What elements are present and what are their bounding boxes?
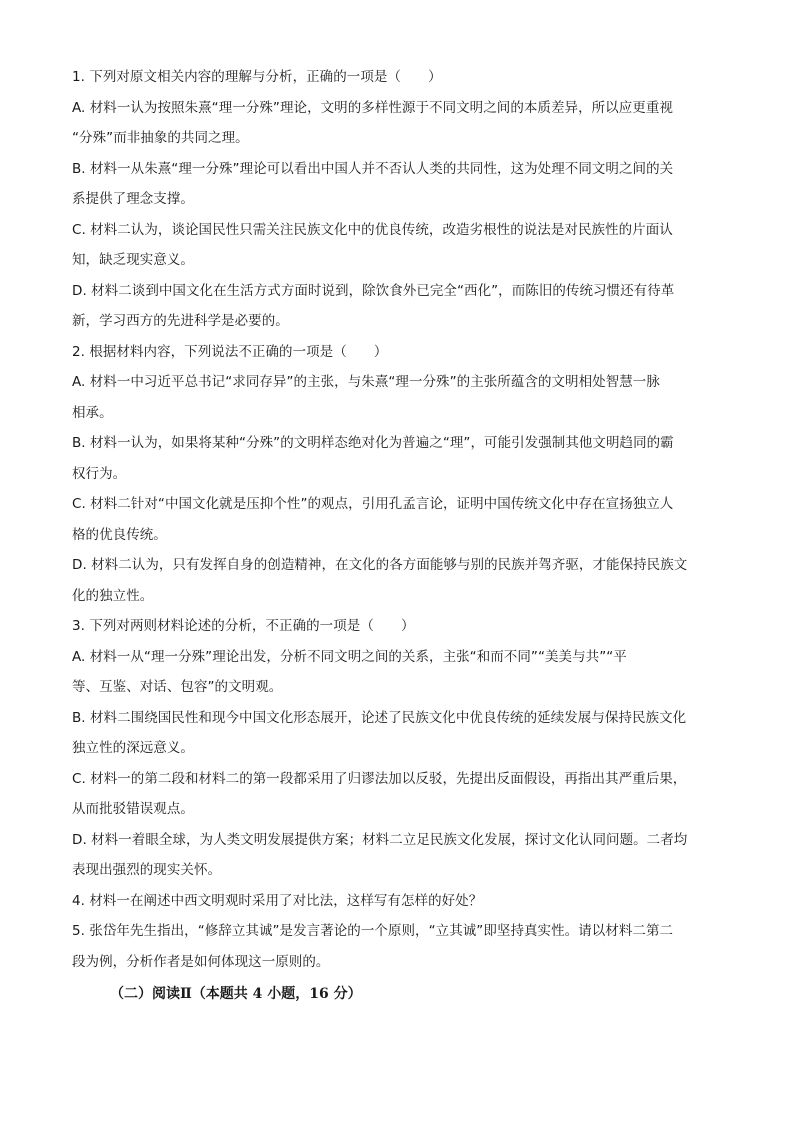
- q1-option-b: B. 材料一从朱熹“理一分殊”理论可以看出中国人并不否认人类的共同性，这为处理不同文明之间的关: [72, 160, 674, 177]
- q5-stem-cont: 段为例，分析作者是如何体现这一原则的。: [72, 953, 330, 970]
- q2-option-c-cont: 格的优良传统。: [72, 526, 167, 543]
- q2-option-c: C. 材料二针对“中国文化就是压抑个性”的观点，引用孔孟言论，证明中国传统文化中存在宣扬独立人: [72, 496, 674, 512]
- q3-option-c: C. 材料一的第二段和材料二的第一段都采用了归谬法加以反驳，先提出反面假设，再指出其严重后果，: [72, 770, 687, 787]
- q3-option-a-cont: 等、互鉴、对话、包容”的文明观。: [72, 679, 283, 695]
- q3-option-b-cont: 独立性的深远意义。: [72, 740, 194, 756]
- q5-stem: 5. 张岱年先生指出，“修辞立其诚”是发言著论的一个原则，“立其诚”即坚持真实性。请以材料二第二: [72, 923, 674, 939]
- q2-stem: 2. 根据材料内容，下列说法不正确的一项是（ ）: [72, 343, 388, 360]
- question-page: [72, 62, 724, 1009]
- q2-option-a-cont: 相承。: [72, 404, 113, 421]
- q4-stem: 4. 材料一在阐述中西文明观时采用了对比法，这样写有怎样的好处？: [72, 892, 483, 909]
- q3-option-d: D. 材料一着眼全球，为人类文明发展提供方案；材料二立足民族文化发展，探讨文化认同问题。二者均: [72, 831, 688, 848]
- q1-option-d: D. 材料二谈到中国文化在生活方式方面时说到，除饮食外已完全“西化”，而陈旧的传统习惯还有待革: [72, 282, 675, 299]
- q3-option-a: A. 材料一从“理一分殊”理论出发，分析不同文明之间的关系，主张“和而不同”“美美与共”“平: [72, 648, 627, 665]
- q2-option-b-cont: 权行为。: [72, 465, 127, 482]
- q2-option-d-cont: 化的独立性。: [72, 587, 154, 604]
- q1-option-c: C. 材料二认为，谈论国民性只需关注民族文化中的优良传统，改造劣根性的说法是对民族性的片面认: [72, 221, 673, 238]
- q1-option-d-cont: 新，学习西方的先进科学是必要的。: [72, 313, 289, 329]
- q1-option-c-cont: 知，缺乏现实意义。: [72, 252, 194, 268]
- q2-option-b: B. 材料一认为，如果将某种“分殊”的文明样态绝对化为普遍之“理”，可能引发强制其他文明趋同的霸: [72, 435, 674, 451]
- q3-option-b: B. 材料二围绕国民性和现今中国文化形态展开，论述了民族文化中优良传统的延续发展与保持民族文化: [72, 709, 687, 726]
- section-heading: （二）阅读Ⅱ（本题共 4 小题，16 分）: [110, 986, 362, 1002]
- q3-option-c-cont: 从而批驳错误观点。: [72, 801, 194, 817]
- q2-option-a: A. 材料一中习近平总书记“求同存异”的主张，与朱熹“理一分殊”的主张所蕴含的文明相处智慧一脉: [72, 374, 660, 390]
- q1-option-b-cont: 系提供了理念支撑。: [72, 191, 194, 207]
- q1-option-a-cont: “分殊”而非抽象的共同之理。: [72, 130, 249, 146]
- q2-option-d: D. 材料二认为，只有发挥自身的创造精神，在文化的各方面能够与别的民族并驾齐驱，才能保持民族文: [72, 557, 688, 573]
- q1-stem: 1. 下列对原文相关内容的理解与分析，正确的一项是（ ）: [72, 69, 442, 85]
- q3-option-d-cont: 表现出强烈的现实关怀。: [72, 862, 222, 878]
- q3-stem: 3. 下列对两则材料论述的分析，不正确的一项是（ ）: [72, 618, 415, 634]
- q1-option-a: A. 材料一认为按照朱熹“理一分殊”理论，文明的多样性源于不同文明之间的本质差异，所以应更重视: [72, 99, 673, 116]
